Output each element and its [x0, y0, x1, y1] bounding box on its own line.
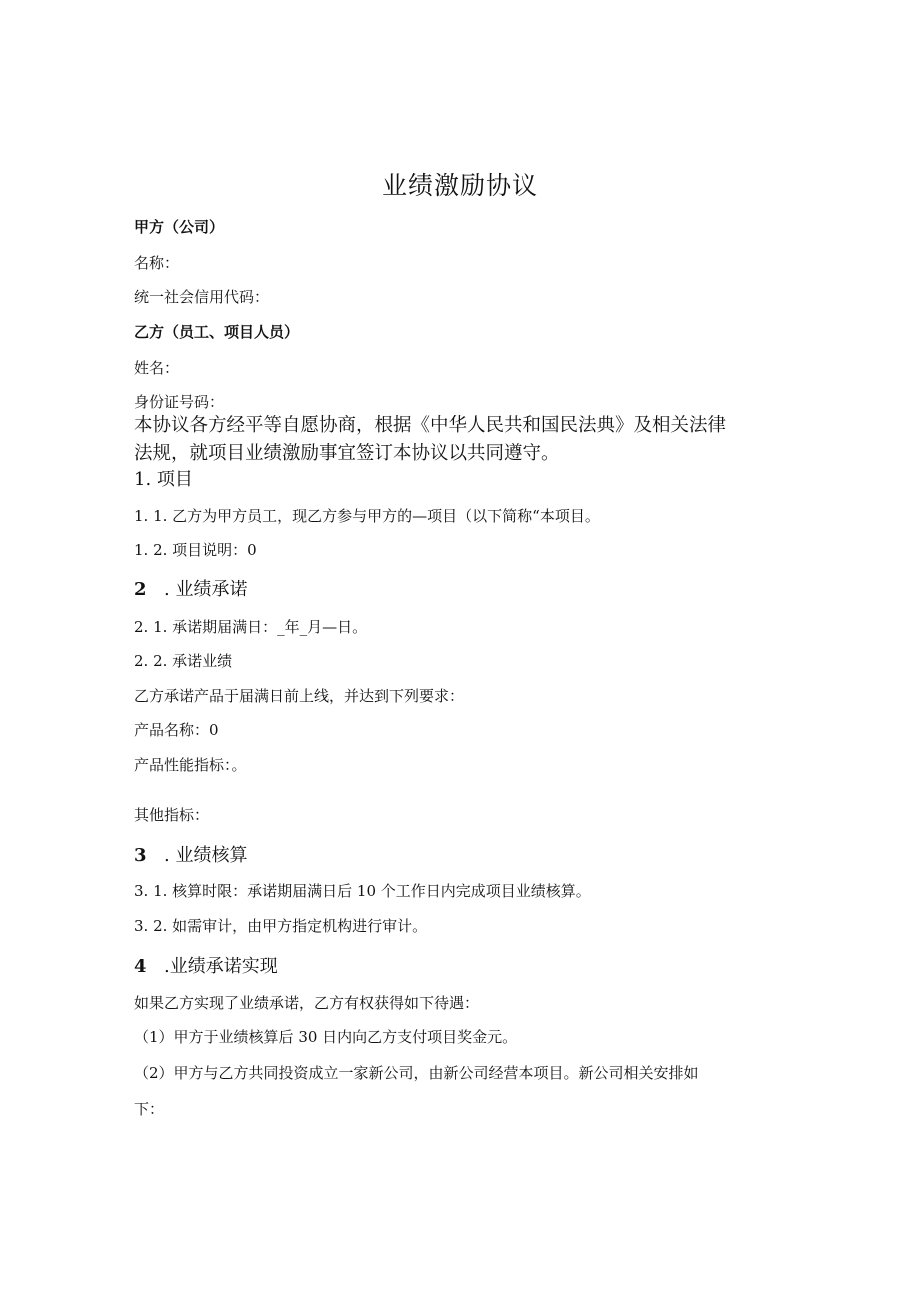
preamble-line-2: 法规，就项目业绩激励事宜签订本协议以共同遵守。	[134, 443, 560, 464]
section-4-heading-row	[134, 955, 278, 979]
party-a-credit-code-label: 统一社会信用代码：	[134, 288, 270, 306]
section-2-other: 其他指标：	[134, 806, 210, 824]
party-b-id-label: 身份证号码：	[134, 393, 225, 411]
section-1-item-1: 1. 1. 乙方为甲方员工，现乙方参与甲方的—项目（以下简称“本项目。	[134, 507, 600, 525]
section-2-heading: . 业绩承诺	[164, 579, 248, 600]
section-4-item-2-line-1: （2）甲方与乙方共同投资成立一家新公司，由新公司经营本项目。新公司相关安排如	[134, 1064, 699, 1082]
section-4-item-2-line-2: 下：	[134, 1100, 165, 1118]
section-1-heading: 1. 项目	[134, 469, 193, 490]
party-a-name-label: 名称：	[134, 254, 180, 272]
section-1-item-2: 1. 2. 项目说明：0	[134, 541, 257, 559]
section-3-item-1: 3. 1. 核算时限：承诺期届满日后 10 个工作日内完成项目业绩核算。	[134, 882, 591, 900]
section-2-product-performance: 产品性能指标：。	[134, 756, 247, 774]
party-b-heading: 乙方（员工、项目人员）	[134, 323, 300, 341]
section-4-heading: .业绩承诺实现	[164, 956, 278, 977]
section-3-item-2: 3. 2. 如需审计，由甲方指定机构进行审计。	[134, 917, 428, 935]
section-4-item-1: （1）甲方于业绩核算后 30 日内向乙方支付项目奖金元。	[134, 1028, 518, 1046]
section-2-item-1: 2. 1. 承诺期届满日：_年_月—日。	[134, 618, 368, 636]
section-2-heading-row	[134, 578, 247, 602]
preamble-line-1: 本协议各方经平等自愿协商，根据《中华人民共和国民法典》及相关法律	[134, 415, 727, 436]
party-b-name-label: 姓名：	[134, 359, 180, 377]
section-3-number: 3	[134, 845, 147, 866]
section-2-requirement: 乙方承诺产品于届满日前上线，并达到下列要求：	[134, 687, 465, 705]
document-title: 业绩激励协议	[381, 171, 538, 200]
section-3-heading-row	[134, 844, 247, 868]
section-2-number: 2	[134, 579, 147, 600]
section-4-number: 4	[134, 956, 147, 977]
section-3-heading: . 业绩核算	[164, 845, 248, 866]
section-2-product-name: 产品名称：0	[134, 721, 219, 739]
party-a-heading: 甲方（公司）	[134, 218, 225, 236]
section-2-item-2: 2. 2. 承诺业绩	[134, 652, 233, 670]
section-4-intro: 如果乙方实现了业绩承诺，乙方有权获得如下待遇：	[134, 994, 480, 1012]
